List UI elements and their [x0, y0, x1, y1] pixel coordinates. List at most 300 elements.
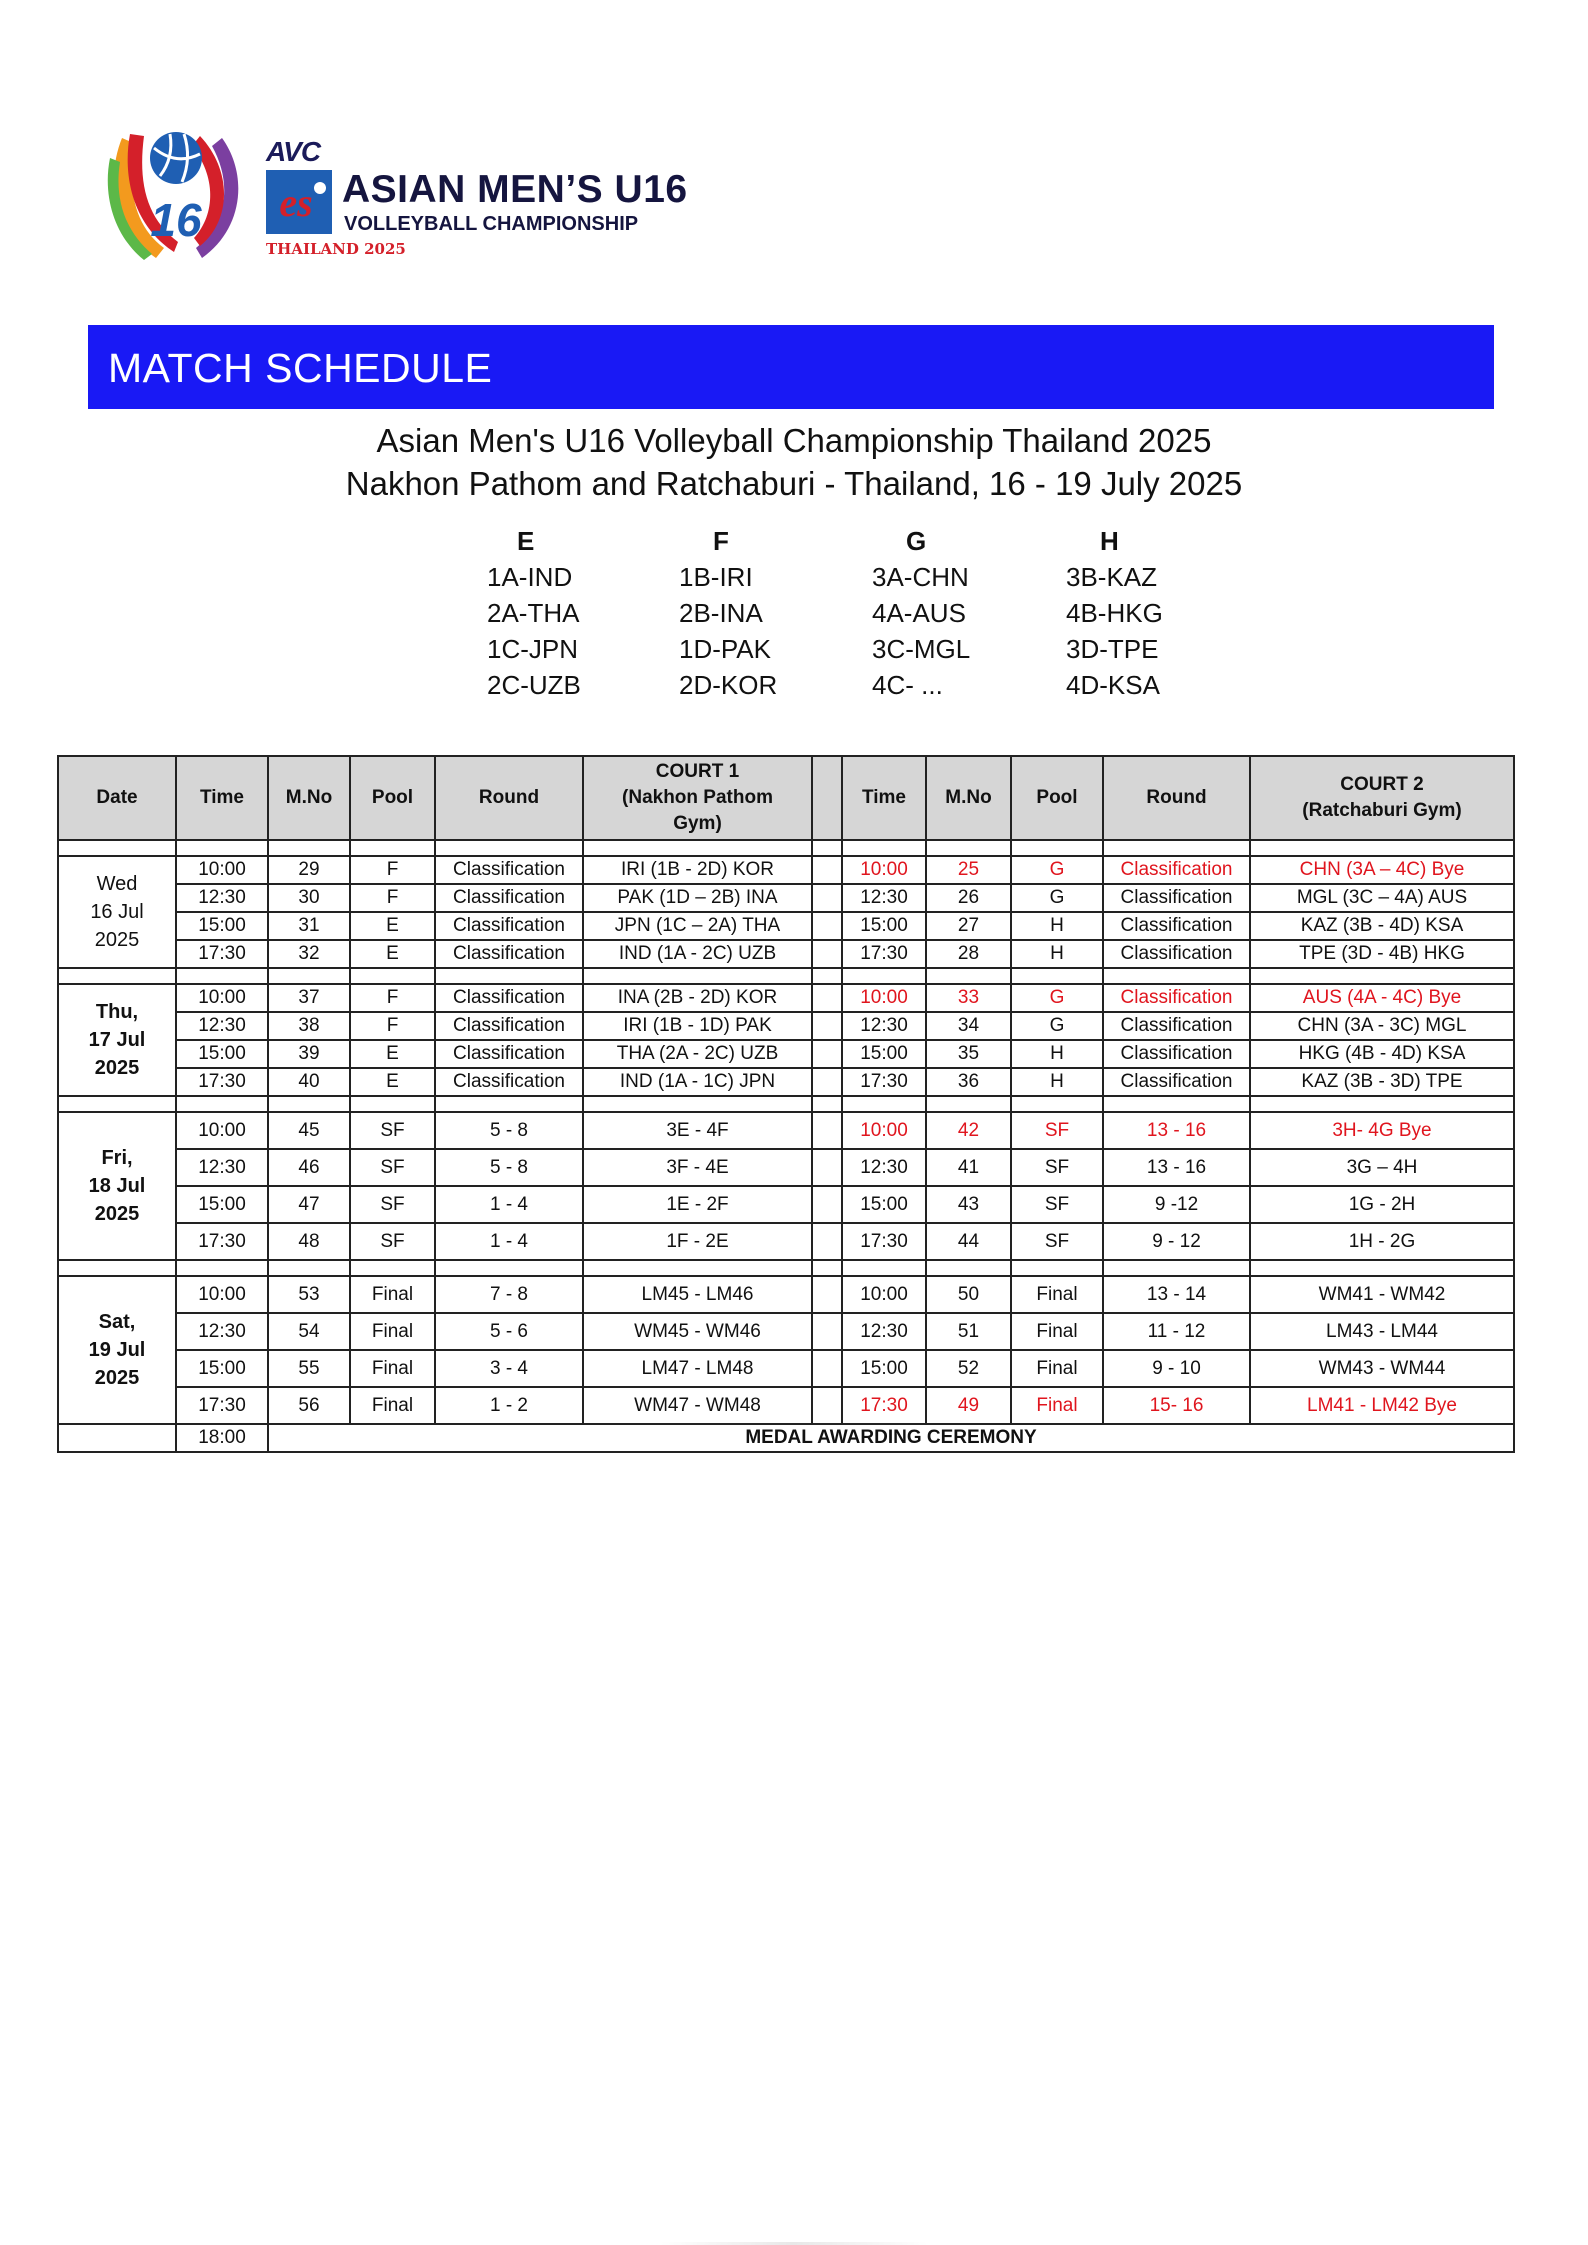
- logo-subtitle: VOLLEYBALL CHAMPIONSHIP: [344, 213, 639, 235]
- court1-round: 1 - 4: [435, 1223, 583, 1260]
- schedule-body: [58, 840, 1514, 1452]
- separator-cell: [842, 1260, 926, 1276]
- court2-round: Classification: [1103, 912, 1250, 940]
- court1-round: 1 - 2: [435, 1387, 583, 1424]
- court1-venue-2: Gym): [673, 813, 722, 834]
- date-cell: [58, 856, 176, 968]
- court2-pool: H: [1011, 1068, 1103, 1096]
- court2-time: 15:00: [842, 1350, 926, 1387]
- court2-time: 17:30: [842, 1387, 926, 1424]
- court1-match-number: 54: [268, 1313, 350, 1350]
- header-time: Time: [176, 756, 268, 840]
- separator-cell: [1103, 1096, 1250, 1112]
- court1-match-number: 48: [268, 1223, 350, 1260]
- court2-match-number: 26: [926, 884, 1011, 912]
- separator-cell: [350, 1096, 435, 1112]
- separator-cell: [1103, 840, 1250, 856]
- event-location-dates: Nakhon Pathom and Ratchaburi - Thailand, 16 - 19 July 2025: [345, 465, 1243, 502]
- logo-number: 16: [150, 194, 202, 246]
- court1-matchup: 1E - 2F: [583, 1186, 812, 1223]
- court1-match-number: 31: [268, 912, 350, 940]
- table-header-row: [58, 756, 1514, 840]
- court1-matchup: 3F - 4E: [583, 1149, 812, 1186]
- court2-pool: SF: [1011, 1149, 1103, 1186]
- date-line: 16 Jul: [90, 901, 144, 923]
- separator-cell: [176, 1096, 268, 1112]
- court1-time: 10:00: [176, 1276, 268, 1313]
- court1-round: Classification: [435, 984, 583, 1012]
- court2-time: 12:30: [842, 1149, 926, 1186]
- court1-time: 12:30: [176, 1313, 268, 1350]
- court1-round: Classification: [435, 1012, 583, 1040]
- court2-pool: Final: [1011, 1350, 1103, 1387]
- separator-cell: [812, 840, 842, 856]
- court1-matchup: PAK (1D – 2B) INA: [583, 884, 812, 912]
- pool-name: F: [713, 526, 729, 556]
- court2-round: 9 - 10: [1103, 1350, 1250, 1387]
- court1-matchup: LM47 - LM48: [583, 1350, 812, 1387]
- court1-round: Classification: [435, 856, 583, 884]
- court-spacer: [812, 1387, 842, 1424]
- court2-match-number: 36: [926, 1068, 1011, 1096]
- court2-time: 12:30: [842, 1313, 926, 1350]
- court1-time: 12:30: [176, 1012, 268, 1040]
- match-schedule-table: [57, 755, 1515, 1453]
- day-separator-row: [58, 840, 1514, 856]
- table-row: [58, 1068, 1514, 1096]
- court1-matchup: THA (2A - 2C) UZB: [583, 1040, 812, 1068]
- court2-pool: SF: [1011, 1223, 1103, 1260]
- pool-team: 3C-MGL: [872, 634, 971, 664]
- court1-time: 15:00: [176, 1350, 268, 1387]
- table-row: [58, 1223, 1514, 1260]
- separator-cell: [176, 1260, 268, 1276]
- court1-pool: Final: [350, 1276, 435, 1313]
- court1-matchup: INA (2B - 2D) KOR: [583, 984, 812, 1012]
- court1-match-number: 53: [268, 1276, 350, 1313]
- court2-pool: G: [1011, 856, 1103, 884]
- date-line: Sat,: [98, 1311, 136, 1333]
- separator-cell: [583, 1096, 812, 1112]
- court2-pool: SF: [1011, 1186, 1103, 1223]
- separator-cell: [1011, 1096, 1103, 1112]
- es-sponsor-logo-icon: [266, 170, 332, 234]
- separator-cell: [435, 1096, 583, 1112]
- court2-round: 9 -12: [1103, 1186, 1250, 1223]
- court2-match-number: 52: [926, 1350, 1011, 1387]
- event-title: Asian Men's U16 Volleyball Championship Thailand 2025: [376, 422, 1212, 459]
- court2-match-number: 44: [926, 1223, 1011, 1260]
- court1-matchup: JPN (1C – 2A) THA: [583, 912, 812, 940]
- court2-round: 15- 16: [1103, 1387, 1250, 1424]
- court2-match-number: 51: [926, 1313, 1011, 1350]
- court-spacer: [812, 1040, 842, 1068]
- table-row: [58, 1186, 1514, 1223]
- court1-time: 15:00: [176, 912, 268, 940]
- date-cell: [58, 1276, 176, 1424]
- date-line: Wed: [96, 873, 138, 895]
- court1-pool: SF: [350, 1223, 435, 1260]
- separator-cell: [350, 1260, 435, 1276]
- pool-team: 4A-AUS: [872, 598, 966, 628]
- court1-matchup: IND (1A - 2C) UZB: [583, 940, 812, 968]
- pool-g: [872, 523, 1052, 703]
- separator-cell: [268, 968, 350, 984]
- separator-cell: [268, 1260, 350, 1276]
- court2-matchup: AUS (4A - 4C) Bye: [1250, 984, 1514, 1012]
- court2-label: COURT 2: [1340, 774, 1424, 795]
- ceremony-time: 18:00: [176, 1424, 268, 1452]
- table-row: [58, 1040, 1514, 1068]
- separator-cell: [583, 968, 812, 984]
- court2-time: 17:30: [842, 1223, 926, 1260]
- pool-list: [0, 523, 1588, 703]
- court-spacer: [812, 912, 842, 940]
- court2-match-number: 49: [926, 1387, 1011, 1424]
- court2-round: 13 - 14: [1103, 1276, 1250, 1313]
- court-spacer: [812, 940, 842, 968]
- court2-matchup: 1H - 2G: [1250, 1223, 1514, 1260]
- court1-match-number: 39: [268, 1040, 350, 1068]
- court2-time: 10:00: [842, 1276, 926, 1313]
- court2-match-number: 27: [926, 912, 1011, 940]
- court2-matchup: LM41 - LM42 Bye: [1250, 1387, 1514, 1424]
- pool-team: 1C-JPN: [487, 634, 579, 664]
- court1-matchup: 3E - 4F: [583, 1112, 812, 1149]
- separator-cell: [350, 968, 435, 984]
- court1-pool: SF: [350, 1186, 435, 1223]
- pool-team: 4B-HKG: [1066, 598, 1163, 628]
- court2-matchup: 3G – 4H: [1250, 1149, 1514, 1186]
- court1-pool: F: [350, 856, 435, 884]
- date-line: 2025: [94, 1203, 140, 1225]
- separator-cell: [926, 968, 1011, 984]
- volleyball-logo-icon: [104, 118, 254, 264]
- separator-cell: [58, 840, 176, 856]
- match-schedule-banner: [88, 325, 1494, 409]
- court2-matchup: 1G - 2H: [1250, 1186, 1514, 1223]
- separator-cell: [842, 840, 926, 856]
- court2-round: 11 - 12: [1103, 1313, 1250, 1350]
- court1-match-number: 56: [268, 1387, 350, 1424]
- header-mno: M.No: [268, 756, 350, 840]
- court1-time: 12:30: [176, 884, 268, 912]
- separator-cell: [58, 1096, 176, 1112]
- table-row: [58, 1350, 1514, 1387]
- championship-logo: [104, 118, 704, 268]
- separator-cell: [1250, 840, 1514, 856]
- pool-team: 4C- ...: [872, 670, 943, 700]
- court2-time: 15:00: [842, 1186, 926, 1223]
- separator-cell: [268, 1096, 350, 1112]
- court2-time: 17:30: [842, 940, 926, 968]
- court1-time: 10:00: [176, 856, 268, 884]
- separator-cell: [842, 1096, 926, 1112]
- court2-round: 13 - 16: [1103, 1112, 1250, 1149]
- court-spacer: [812, 1068, 842, 1096]
- date-line: 2025: [94, 929, 140, 951]
- pool-e: [487, 523, 667, 703]
- court1-pool: SF: [350, 1149, 435, 1186]
- court1-time: 17:30: [176, 940, 268, 968]
- header-round-2: Round: [1103, 756, 1250, 840]
- separator-cell: [812, 1096, 842, 1112]
- court1-match-number: 29: [268, 856, 350, 884]
- pool-team: 1B-IRI: [679, 562, 753, 592]
- pool-team: 2D-KOR: [679, 670, 778, 700]
- court1-match-number: 46: [268, 1149, 350, 1186]
- day-separator-row: [58, 968, 1514, 984]
- court2-round: Classification: [1103, 940, 1250, 968]
- court1-time: 15:00: [176, 1186, 268, 1223]
- court1-round: Classification: [435, 884, 583, 912]
- pool-name: G: [906, 526, 927, 556]
- pool-team: 3B-KAZ: [1066, 562, 1158, 592]
- court2-pool: G: [1011, 884, 1103, 912]
- court2-match-number: 35: [926, 1040, 1011, 1068]
- court1-matchup: IRI (1B - 1D) PAK: [583, 1012, 812, 1040]
- table-row: [58, 1313, 1514, 1350]
- court1-pool: E: [350, 1068, 435, 1096]
- court1-time: 17:30: [176, 1068, 268, 1096]
- court2-time: 10:00: [842, 1112, 926, 1149]
- separator-cell: [435, 1260, 583, 1276]
- pool-team: 2B-INA: [679, 598, 763, 628]
- court1-time: 12:30: [176, 1149, 268, 1186]
- logo-title: ASIAN MEN’S U16: [342, 168, 688, 211]
- separator-cell: [1250, 968, 1514, 984]
- court1-match-number: 47: [268, 1186, 350, 1223]
- pool-team: 3D-TPE: [1066, 634, 1159, 664]
- court2-time: 15:00: [842, 1040, 926, 1068]
- court2-match-number: 50: [926, 1276, 1011, 1313]
- table-row: [58, 856, 1514, 884]
- court1-match-number: 37: [268, 984, 350, 1012]
- pool-team: 4D-KSA: [1066, 670, 1160, 700]
- court1-pool: Final: [350, 1313, 435, 1350]
- court2-match-number: 33: [926, 984, 1011, 1012]
- court2-round: Classification: [1103, 1040, 1250, 1068]
- court1-round: 7 - 8: [435, 1276, 583, 1313]
- header-court1: [583, 756, 812, 840]
- pool-team: 2A-THA: [487, 598, 580, 628]
- date-line: 2025: [94, 1057, 140, 1079]
- court-spacer: [812, 984, 842, 1012]
- court2-matchup: CHN (3A – 4C) Bye: [1250, 856, 1514, 884]
- separator-cell: [176, 840, 268, 856]
- court1-pool: F: [350, 984, 435, 1012]
- court2-pool: Final: [1011, 1313, 1103, 1350]
- court2-matchup: CHN (3A - 3C) MGL: [1250, 1012, 1514, 1040]
- header-pool: Pool: [350, 756, 435, 840]
- court1-match-number: 45: [268, 1112, 350, 1149]
- court1-match-number: 32: [268, 940, 350, 968]
- court2-round: 13 - 16: [1103, 1149, 1250, 1186]
- court1-time: 15:00: [176, 1040, 268, 1068]
- court2-time: 12:30: [842, 1012, 926, 1040]
- separator-cell: [926, 1096, 1011, 1112]
- ceremony-date-cell: [58, 1424, 176, 1452]
- table-row: [58, 884, 1514, 912]
- pool-name: H: [1100, 526, 1119, 556]
- header-court2: [1250, 756, 1514, 840]
- court1-label: COURT 1: [655, 761, 740, 782]
- court1-matchup: LM45 - LM46: [583, 1276, 812, 1313]
- pool-team: 3A-CHN: [872, 562, 969, 592]
- table-row: [58, 1012, 1514, 1040]
- court1-pool: E: [350, 912, 435, 940]
- separator-cell: [926, 840, 1011, 856]
- court2-pool: G: [1011, 1012, 1103, 1040]
- court-spacer: [812, 1186, 842, 1223]
- court1-round: 5 - 8: [435, 1112, 583, 1149]
- separator-cell: [583, 1260, 812, 1276]
- avc-logo: AVC: [266, 136, 321, 167]
- court-spacer: [812, 1313, 842, 1350]
- header-mno-2: M.No: [926, 756, 1011, 840]
- court1-round: Classification: [435, 1040, 583, 1068]
- header-round: Round: [435, 756, 583, 840]
- court2-match-number: 41: [926, 1149, 1011, 1186]
- court2-round: Classification: [1103, 984, 1250, 1012]
- separator-cell: [1250, 1260, 1514, 1276]
- court2-match-number: 25: [926, 856, 1011, 884]
- court1-time: 10:00: [176, 984, 268, 1012]
- court1-round: 1 - 4: [435, 1186, 583, 1223]
- separator-cell: [268, 840, 350, 856]
- court1-pool: F: [350, 1012, 435, 1040]
- court2-matchup: WM41 - WM42: [1250, 1276, 1514, 1313]
- pool-name: E: [517, 526, 535, 556]
- court2-matchup: TPE (3D - 4B) HKG: [1250, 940, 1514, 968]
- court1-time: 10:00: [176, 1112, 268, 1149]
- court2-round: Classification: [1103, 1068, 1250, 1096]
- separator-cell: [1011, 840, 1103, 856]
- court2-matchup: KAZ (3B - 4D) KSA: [1250, 912, 1514, 940]
- separator-cell: [58, 968, 176, 984]
- court2-time: 10:00: [842, 984, 926, 1012]
- date-cell: [58, 1112, 176, 1260]
- separator-cell: [926, 1260, 1011, 1276]
- court1-match-number: 40: [268, 1068, 350, 1096]
- court1-time: 17:30: [176, 1223, 268, 1260]
- court2-round: Classification: [1103, 884, 1250, 912]
- pool-team: 1D-PAK: [679, 634, 771, 664]
- table-row: [58, 984, 1514, 1012]
- separator-cell: [1011, 1260, 1103, 1276]
- logo-country: THAILAND 2025: [266, 240, 406, 258]
- court2-match-number: 34: [926, 1012, 1011, 1040]
- court1-match-number: 30: [268, 884, 350, 912]
- court2-match-number: 28: [926, 940, 1011, 968]
- table-row: [58, 1387, 1514, 1424]
- separator-cell: [435, 840, 583, 856]
- court1-time: 17:30: [176, 1387, 268, 1424]
- court2-round: Classification: [1103, 856, 1250, 884]
- court1-pool: E: [350, 1040, 435, 1068]
- court1-matchup: WM47 - WM48: [583, 1387, 812, 1424]
- court1-round: Classification: [435, 912, 583, 940]
- court2-matchup: KAZ (3B - 3D) TPE: [1250, 1068, 1514, 1096]
- court-spacer: [812, 884, 842, 912]
- header-time-2: Time: [842, 756, 926, 840]
- separator-cell: [1103, 968, 1250, 984]
- table-row: [58, 1276, 1514, 1313]
- table-row: [58, 912, 1514, 940]
- separator-cell: [435, 968, 583, 984]
- court-spacer: [812, 1350, 842, 1387]
- court1-match-number: 38: [268, 1012, 350, 1040]
- header-pool-2: Pool: [1011, 756, 1103, 840]
- court2-round: 9 - 12: [1103, 1223, 1250, 1260]
- separator-cell: [1103, 1260, 1250, 1276]
- court1-round: 5 - 8: [435, 1149, 583, 1186]
- court2-matchup: HKG (4B - 4D) KSA: [1250, 1040, 1514, 1068]
- pool-f: [679, 523, 859, 703]
- court1-pool: F: [350, 884, 435, 912]
- date-line: 2025: [94, 1367, 140, 1389]
- day-separator-row: [58, 1260, 1514, 1276]
- court2-match-number: 43: [926, 1186, 1011, 1223]
- separator-cell: [1011, 968, 1103, 984]
- court2-pool: H: [1011, 912, 1103, 940]
- date-line: Thu,: [95, 1001, 139, 1023]
- court2-round: Classification: [1103, 1012, 1250, 1040]
- court2-pool: Final: [1011, 1276, 1103, 1313]
- court2-pool: SF: [1011, 1112, 1103, 1149]
- table-row: [58, 940, 1514, 968]
- table-row: [58, 1112, 1514, 1149]
- court2-venue: (Ratchaburi Gym): [1302, 800, 1462, 821]
- court1-pool: E: [350, 940, 435, 968]
- court2-time: 12:30: [842, 884, 926, 912]
- court1-match-number: 55: [268, 1350, 350, 1387]
- court2-time: 10:00: [842, 856, 926, 884]
- court-spacer: [812, 1012, 842, 1040]
- pool-h: [1066, 523, 1246, 703]
- court2-matchup: LM43 - LM44: [1250, 1313, 1514, 1350]
- court2-pool: H: [1011, 940, 1103, 968]
- court1-round: 5 - 6: [435, 1313, 583, 1350]
- banner-title: MATCH SCHEDULE: [108, 345, 493, 391]
- court1-pool: Final: [350, 1387, 435, 1424]
- court1-matchup: IRI (1B - 2D) KOR: [583, 856, 812, 884]
- court2-matchup: MGL (3C – 4A) AUS: [1250, 884, 1514, 912]
- court2-pool: G: [1011, 984, 1103, 1012]
- court2-time: 17:30: [842, 1068, 926, 1096]
- ceremony-label: MEDAL AWARDING CEREMONY: [268, 1424, 1514, 1452]
- court1-venue: (Nakhon Pathom: [622, 787, 773, 808]
- ceremony-row: [58, 1424, 1514, 1452]
- header-spacer: [812, 756, 842, 840]
- court2-matchup: WM43 - WM44: [1250, 1350, 1514, 1387]
- date-cell: [58, 984, 176, 1096]
- date-line: 17 Jul: [88, 1029, 146, 1051]
- court2-matchup: 3H- 4G Bye: [1250, 1112, 1514, 1149]
- court1-pool: SF: [350, 1112, 435, 1149]
- court2-pool: H: [1011, 1040, 1103, 1068]
- court2-pool: Final: [1011, 1387, 1103, 1424]
- separator-cell: [842, 968, 926, 984]
- court2-match-number: 42: [926, 1112, 1011, 1149]
- table-row: [58, 1149, 1514, 1186]
- separator-cell: [1250, 1096, 1514, 1112]
- separator-cell: [176, 968, 268, 984]
- separator-cell: [812, 1260, 842, 1276]
- pool-team: 2C-UZB: [487, 670, 581, 700]
- pool-team: 1A-IND: [487, 562, 573, 592]
- separator-cell: [812, 968, 842, 984]
